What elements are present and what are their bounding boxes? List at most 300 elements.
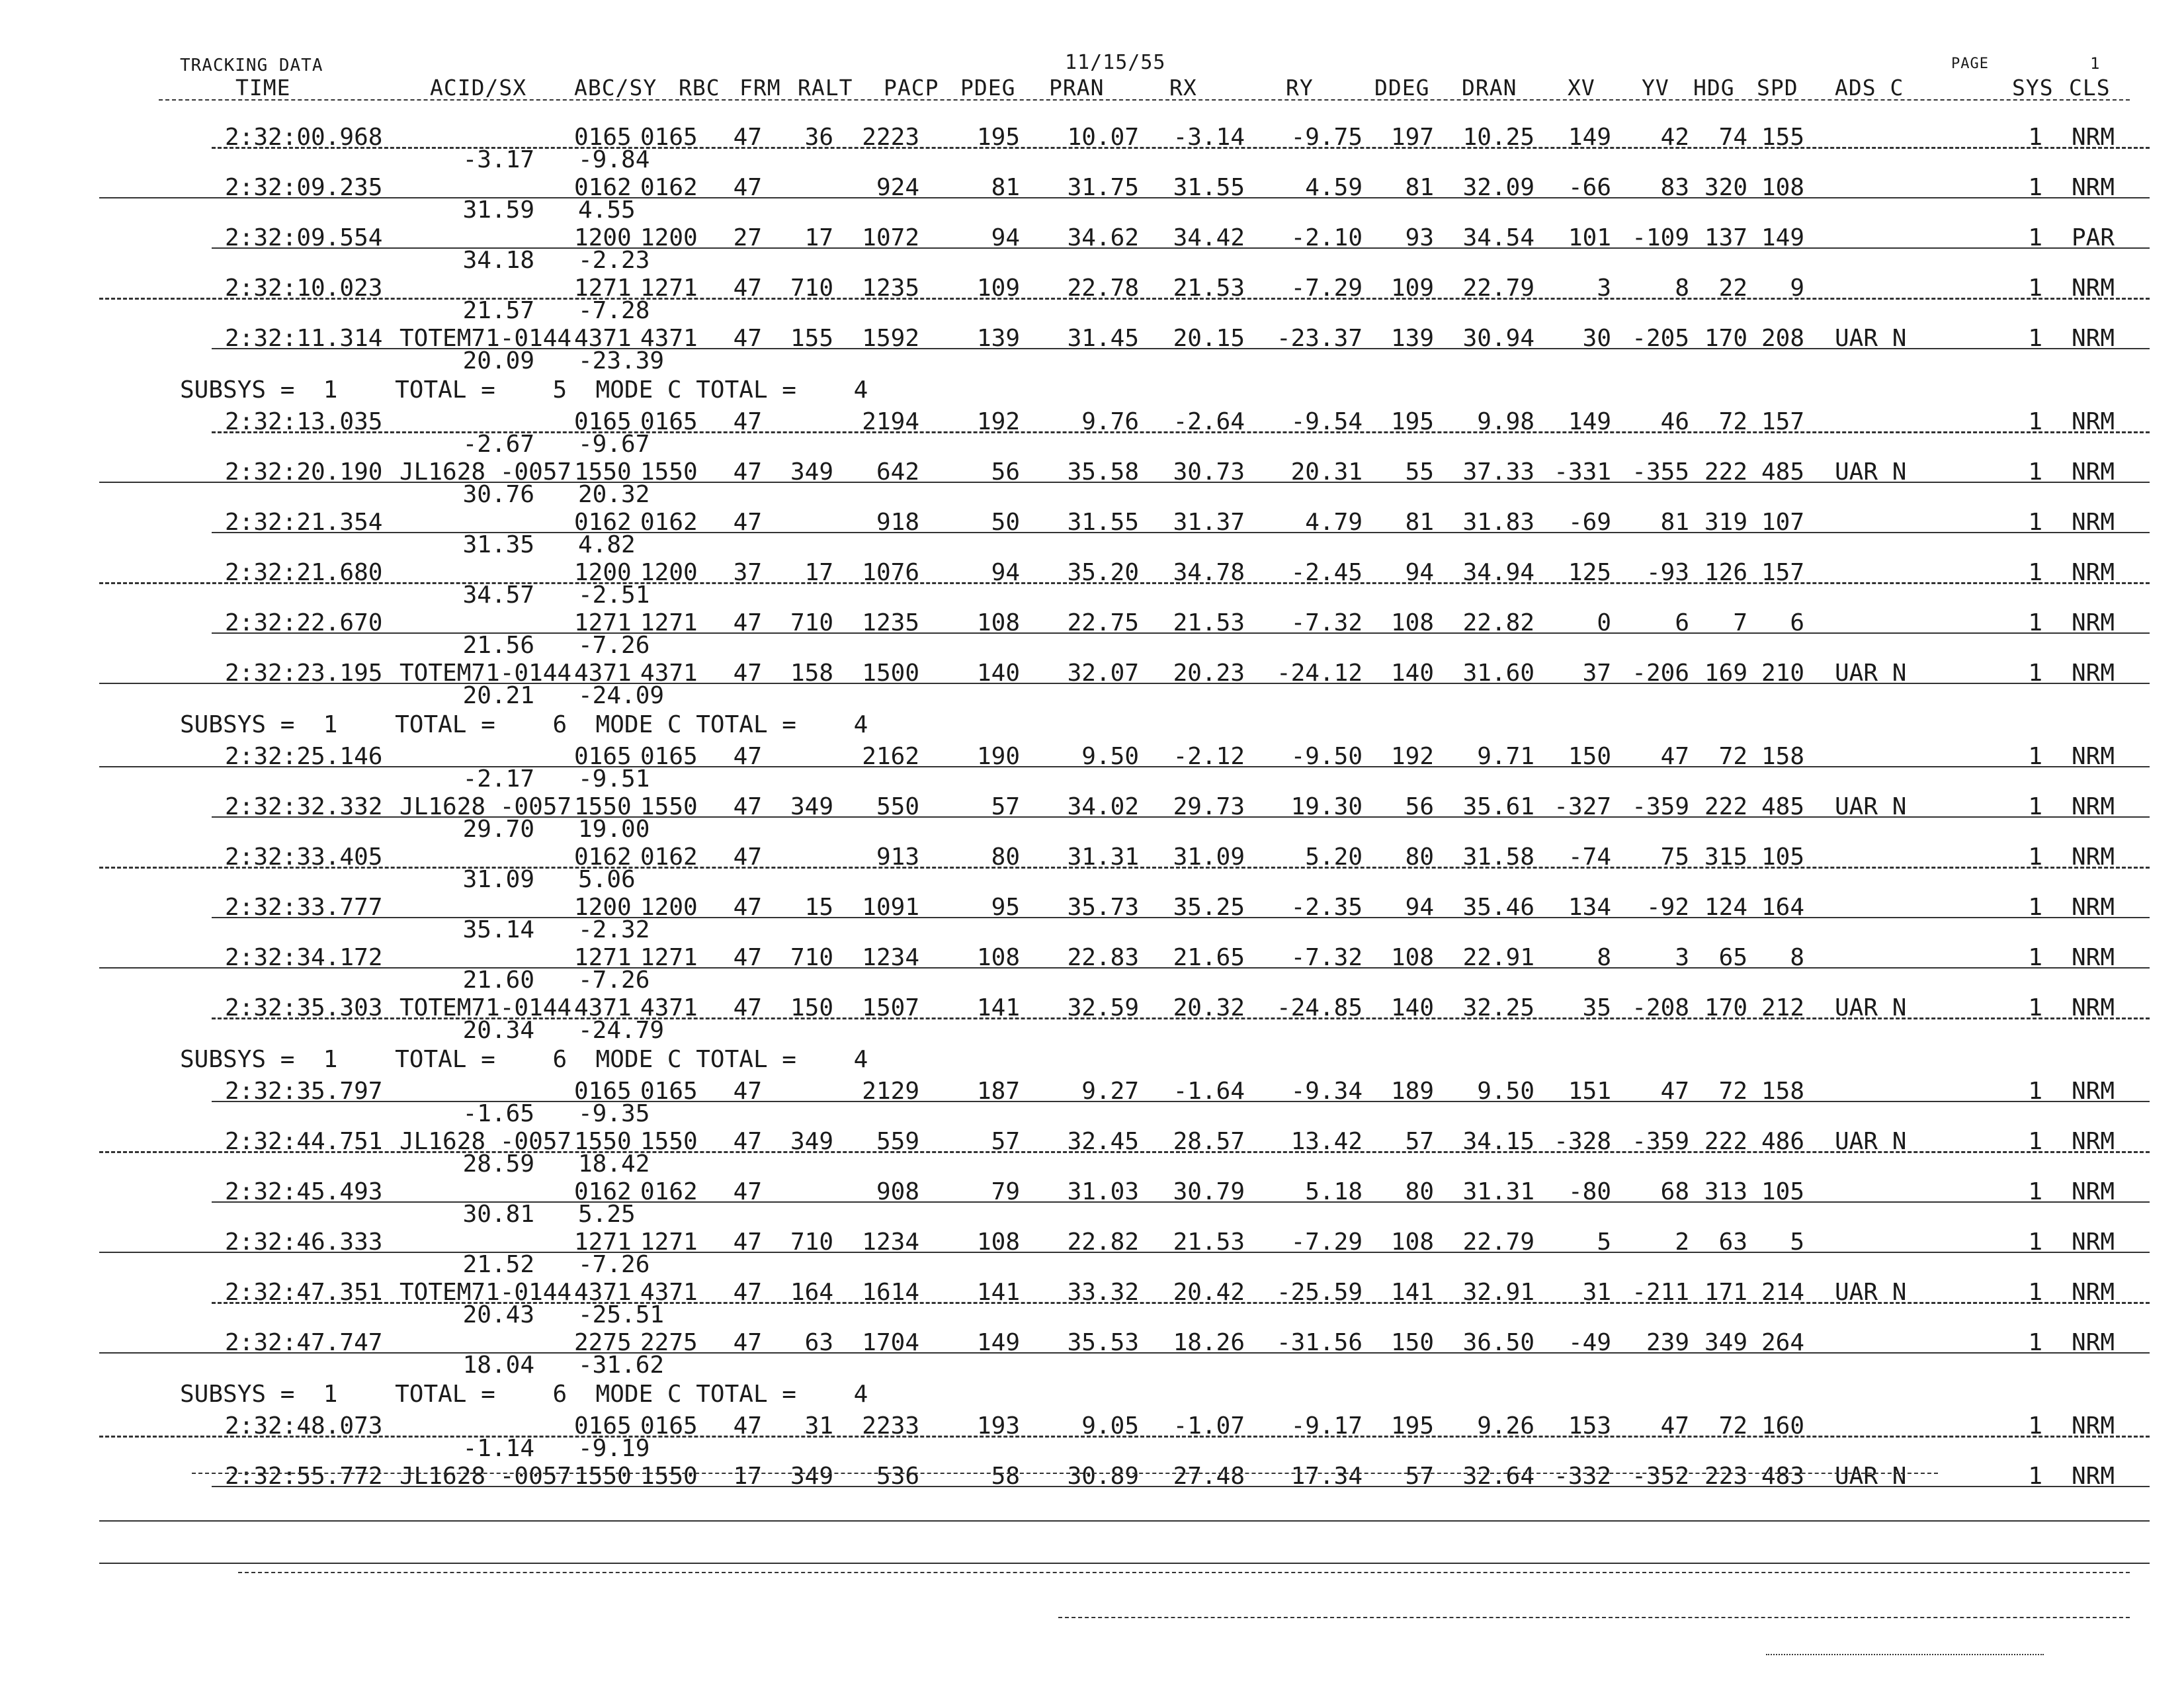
cell-hdg: 170 — [1704, 994, 1747, 1021]
cell-yv: 8 — [1675, 275, 1689, 302]
cell-pdeg: 195 — [976, 124, 1020, 151]
cell-rbc: 4371 — [640, 325, 698, 352]
cell-sys: 1 — [2028, 408, 2042, 435]
cell-yv: 47 — [1660, 1078, 1689, 1105]
cell-spd: 158 — [1761, 1078, 1804, 1105]
cell-abc-sy: 4371 — [574, 1279, 632, 1306]
cell-cls: NRM — [2072, 1279, 2115, 1306]
cell-time: 2:32:11.314 — [225, 325, 383, 352]
cell-spd: 6 — [1790, 609, 1804, 636]
cell-pran: 31.75 — [1067, 174, 1139, 201]
cell-abc-sy: 0162 — [574, 843, 632, 871]
cell-cls: NRM — [2072, 743, 2115, 770]
cell-yv: 3 — [1675, 944, 1689, 971]
cell-ralt: 158 — [790, 660, 833, 687]
cell-pacp: 1235 — [862, 609, 919, 636]
cell-pacp: 1614 — [862, 1279, 919, 1306]
cell-rx: 20.32 — [1173, 994, 1245, 1021]
cell-sy: -9.84 — [578, 146, 650, 173]
cell-xv: 150 — [1568, 743, 1611, 770]
cell-time: 2:32:23.195 — [225, 660, 383, 687]
cell-pran: 35.58 — [1067, 458, 1139, 486]
cell-sx: 20.21 — [462, 682, 534, 709]
report-title: TRACKING DATA — [180, 56, 323, 75]
cell-rbc: 1200 — [640, 559, 698, 586]
cell-pacp: 536 — [876, 1463, 919, 1490]
row-rule — [212, 632, 2150, 634]
cell-sy: -9.35 — [578, 1100, 650, 1127]
column-header-pran: PRAN — [1049, 75, 1105, 101]
subsys-summary: SUBSYS = 1 TOTAL = 6 MODE C TOTAL = 4 — [180, 711, 868, 738]
cell-spd: 157 — [1761, 408, 1804, 435]
subsys-summary: SUBSYS = 1 TOTAL = 6 MODE C TOTAL = 4 — [180, 1046, 868, 1073]
cell-acid-sx: TOTEM71-0144 — [399, 994, 572, 1021]
cell-sys: 1 — [2028, 1078, 2042, 1105]
cell-abc-sy: 4371 — [574, 994, 632, 1021]
cell-pdeg: 108 — [976, 944, 1020, 971]
cell-pacp: 550 — [876, 793, 919, 820]
cell-abc-sy: 0162 — [574, 1178, 632, 1205]
cell-sy: -7.28 — [578, 297, 650, 324]
cell-spd: 483 — [1761, 1463, 1804, 1490]
cell-sx: 34.57 — [462, 582, 534, 609]
row-rule — [99, 1252, 2150, 1253]
cell-rbc: 4371 — [640, 994, 698, 1021]
cell-pran: 31.31 — [1067, 843, 1139, 871]
column-header-rx: RX — [1169, 75, 1197, 101]
cell-yv: -208 — [1632, 994, 1689, 1021]
cell-dran: 22.91 — [1462, 944, 1534, 971]
cell-ry: 4.79 — [1305, 509, 1363, 536]
cell-ads-c: UAR N — [1835, 793, 1907, 820]
cell-ads-c: UAR N — [1835, 660, 1907, 687]
cell-frm: 47 — [733, 408, 762, 435]
row-rule — [212, 247, 2150, 249]
cell-ry: -25.59 — [1276, 1279, 1363, 1306]
cell-ralt: 31 — [804, 1412, 833, 1440]
cell-ralt: 349 — [790, 1128, 833, 1155]
cell-frm: 47 — [733, 458, 762, 486]
cell-sx: -2.17 — [462, 765, 534, 793]
cell-sy: -7.26 — [578, 967, 650, 994]
cell-sy: 4.55 — [578, 196, 636, 224]
cell-rx: 20.23 — [1173, 660, 1245, 687]
cell-pdeg: 95 — [991, 894, 1020, 921]
cell-dran: 31.60 — [1462, 660, 1534, 687]
cell-time: 2:32:25.146 — [225, 743, 383, 770]
cell-rx: 20.15 — [1173, 325, 1245, 352]
cell-hdg: 63 — [1718, 1229, 1747, 1256]
row-rule — [212, 1017, 2150, 1019]
cell-ralt: 349 — [790, 793, 833, 820]
cell-sx: 30.76 — [462, 481, 534, 508]
cell-pran: 9.05 — [1081, 1412, 1139, 1440]
cell-sy: -31.62 — [578, 1352, 665, 1379]
cell-frm: 47 — [733, 994, 762, 1021]
cell-sy: -9.19 — [578, 1435, 650, 1462]
cell-spd: 9 — [1790, 275, 1804, 302]
cell-xv: 30 — [1582, 325, 1611, 352]
cell-rbc: 1271 — [640, 944, 698, 971]
column-header-time: TIME — [235, 75, 291, 101]
cell-yv: 68 — [1660, 1178, 1689, 1205]
cell-spd: 212 — [1761, 994, 1804, 1021]
cell-time: 2:32:35.797 — [225, 1078, 383, 1105]
subsys-summary: SUBSYS = 1 TOTAL = 5 MODE C TOTAL = 4 — [180, 376, 868, 404]
row-rule — [212, 1101, 2150, 1102]
cell-sys: 1 — [2028, 1128, 2042, 1155]
cell-pdeg: 94 — [991, 224, 1020, 251]
cell-pran: 34.62 — [1067, 224, 1139, 251]
row-rule — [212, 431, 2150, 433]
cell-spd: 210 — [1761, 660, 1804, 687]
column-header-ralt: RALT — [798, 75, 853, 101]
cell-pran: 22.75 — [1067, 609, 1139, 636]
cell-ry: 5.20 — [1305, 843, 1363, 871]
cell-sys: 1 — [2028, 559, 2042, 586]
cell-abc-sy: 0165 — [574, 408, 632, 435]
cell-cls: NRM — [2072, 1078, 2115, 1105]
cell-abc-sy: 0162 — [574, 174, 632, 201]
cell-ddeg: 94 — [1405, 894, 1434, 921]
cell-ddeg: 141 — [1390, 1279, 1434, 1306]
cell-ry: -2.10 — [1290, 224, 1363, 251]
cell-dran: 35.61 — [1462, 793, 1534, 820]
cell-time: 2:32:47.747 — [225, 1329, 383, 1356]
cell-pdeg: 141 — [976, 1279, 1020, 1306]
cell-ddeg: 108 — [1390, 944, 1434, 971]
cell-pdeg: 108 — [976, 1229, 1020, 1256]
cell-acid-sx: TOTEM71-0144 — [399, 1279, 572, 1306]
cell-dran: 34.94 — [1462, 559, 1534, 586]
row-rule — [99, 967, 2150, 969]
cell-dran: 32.91 — [1462, 1279, 1534, 1306]
cell-ry: 5.18 — [1305, 1178, 1363, 1205]
cell-ry: 19.30 — [1290, 793, 1363, 820]
cell-yv: -355 — [1632, 458, 1689, 486]
cell-abc-sy: 1200 — [574, 559, 632, 586]
cell-pdeg: 187 — [976, 1078, 1020, 1105]
cell-ralt: 164 — [790, 1279, 833, 1306]
cell-rbc: 0165 — [640, 1078, 698, 1105]
cell-pran: 31.03 — [1067, 1178, 1139, 1205]
cell-sy: -9.67 — [578, 431, 650, 458]
column-header-abc-sy: ABC/SY — [574, 75, 657, 101]
cell-ddeg: 195 — [1390, 408, 1434, 435]
cell-dran: 32.64 — [1462, 1463, 1534, 1490]
cell-yv: 46 — [1660, 408, 1689, 435]
row-rule — [212, 1302, 2150, 1304]
cell-pdeg: 108 — [976, 609, 1020, 636]
cell-rbc: 0165 — [640, 124, 698, 151]
cell-spd: 105 — [1761, 843, 1804, 871]
cell-hdg: 349 — [1704, 1329, 1747, 1356]
cell-frm: 47 — [733, 1128, 762, 1155]
cell-frm: 47 — [733, 1078, 762, 1105]
cell-cls: NRM — [2072, 660, 2115, 687]
cell-spd: 160 — [1761, 1412, 1804, 1440]
cell-ry: -2.35 — [1290, 894, 1363, 921]
cell-rx: -3.14 — [1173, 124, 1245, 151]
cell-xv: -74 — [1568, 843, 1611, 871]
cell-rbc: 1550 — [640, 1463, 698, 1490]
cell-abc-sy: 1271 — [574, 275, 632, 302]
cell-pran: 30.89 — [1067, 1463, 1139, 1490]
cell-sy: -2.32 — [578, 916, 650, 943]
cell-ralt: 710 — [790, 944, 833, 971]
cell-ry: -24.12 — [1276, 660, 1363, 687]
cell-sy: -24.09 — [578, 682, 665, 709]
cell-acid-sx: JL1628 -0057 — [399, 1128, 572, 1155]
cell-sx: -2.67 — [462, 431, 534, 458]
cell-xv: -328 — [1554, 1128, 1611, 1155]
cell-ralt: 710 — [790, 1229, 833, 1256]
cell-pran: 35.53 — [1067, 1329, 1139, 1356]
cell-pacp: 1076 — [862, 559, 919, 586]
blank-line — [238, 1572, 2130, 1573]
cell-pran: 31.55 — [1067, 509, 1139, 536]
cell-hdg: 65 — [1718, 944, 1747, 971]
cell-xv: 35 — [1582, 994, 1611, 1021]
cell-dran: 9.26 — [1477, 1412, 1534, 1440]
cell-pacp: 1507 — [862, 994, 919, 1021]
cell-abc-sy: 0162 — [574, 509, 632, 536]
cell-sx: 34.18 — [462, 247, 534, 274]
cell-abc-sy: 1550 — [574, 458, 632, 486]
cell-sx: 31.35 — [462, 531, 534, 558]
cell-xv: -49 — [1568, 1329, 1611, 1356]
cell-spd: 214 — [1761, 1279, 1804, 1306]
cell-abc-sy: 1200 — [574, 224, 632, 251]
cell-ralt: 710 — [790, 275, 833, 302]
cell-abc-sy: 1200 — [574, 894, 632, 921]
cell-abc-sy: 4371 — [574, 660, 632, 687]
cell-sy: -7.26 — [578, 1251, 650, 1278]
column-header-dran: DRAN — [1462, 75, 1517, 101]
cell-yv: 75 — [1660, 843, 1689, 871]
cell-sx: 35.14 — [462, 916, 534, 943]
cell-sx: 20.34 — [462, 1017, 534, 1044]
cell-ralt: 349 — [790, 458, 833, 486]
cell-sx: -1.14 — [462, 1435, 534, 1462]
cell-frm: 47 — [733, 1412, 762, 1440]
cell-ralt: 150 — [790, 994, 833, 1021]
row-rule — [99, 197, 2150, 198]
cell-ralt: 15 — [804, 894, 833, 921]
cell-yv: 42 — [1660, 124, 1689, 151]
cell-cls: NRM — [2072, 793, 2115, 820]
cell-xv: 5 — [1597, 1229, 1611, 1256]
cell-hdg: 72 — [1718, 743, 1747, 770]
cell-pacp: 2233 — [862, 1412, 919, 1440]
cell-pran: 9.76 — [1081, 408, 1139, 435]
cell-spd: 105 — [1761, 1178, 1804, 1205]
cell-spd: 264 — [1761, 1329, 1804, 1356]
cell-pran: 33.32 — [1067, 1279, 1139, 1306]
cell-spd: 108 — [1761, 174, 1804, 201]
cell-pacp: 1091 — [862, 894, 919, 921]
cell-pdeg: 57 — [991, 1128, 1020, 1155]
row-rule — [99, 766, 2150, 767]
column-header-rbc: RBC — [679, 75, 720, 101]
cell-sys: 1 — [2028, 275, 2042, 302]
cell-ads-c: UAR N — [1835, 325, 1907, 352]
cell-spd: 155 — [1761, 124, 1804, 151]
cell-pdeg: 79 — [991, 1178, 1020, 1205]
cell-hdg: 72 — [1718, 408, 1747, 435]
cell-time: 2:32:34.172 — [225, 944, 383, 971]
cell-rbc: 0162 — [640, 843, 698, 871]
cell-spd: 208 — [1761, 325, 1804, 352]
cell-rx: 34.78 — [1173, 559, 1245, 586]
cell-acid-sx: JL1628 -0057 — [399, 793, 572, 820]
column-header-sys: SYS — [2012, 75, 2054, 101]
cell-pacp: 1500 — [862, 660, 919, 687]
cell-ry: -7.29 — [1290, 1229, 1363, 1256]
cell-rbc: 1271 — [640, 275, 698, 302]
cell-frm: 47 — [733, 1329, 762, 1356]
cell-acid-sx: TOTEM71-0144 — [399, 325, 572, 352]
cell-ddeg: 150 — [1390, 1329, 1434, 1356]
cell-pacp: 1072 — [862, 224, 919, 251]
cell-yv: -109 — [1632, 224, 1689, 251]
cell-spd: 486 — [1761, 1128, 1804, 1155]
cell-ry: -23.37 — [1276, 325, 1363, 352]
cell-frm: 47 — [733, 894, 762, 921]
cell-acid-sx: JL1628 -0057 — [399, 458, 572, 486]
row-rule — [99, 1151, 2150, 1153]
cell-rx: 31.55 — [1173, 174, 1245, 201]
cell-ddeg: 93 — [1405, 224, 1434, 251]
blank-line — [1766, 1654, 2044, 1655]
cell-ry: -9.17 — [1290, 1412, 1363, 1440]
cell-sys: 1 — [2028, 660, 2042, 687]
cell-sys: 1 — [2028, 1229, 2042, 1256]
cell-ry: -31.56 — [1276, 1329, 1363, 1356]
cell-pacp: 913 — [876, 843, 919, 871]
cell-ralt: 349 — [790, 1463, 833, 1490]
cell-rx: -2.12 — [1173, 743, 1245, 770]
cell-rx: 21.53 — [1173, 275, 1245, 302]
cell-cls: NRM — [2072, 994, 2115, 1021]
cell-cls: NRM — [2072, 1128, 2115, 1155]
cell-pdeg: 139 — [976, 325, 1020, 352]
cell-pran: 10.07 — [1067, 124, 1139, 151]
cell-sx: 20.09 — [462, 347, 534, 374]
cell-abc-sy: 0165 — [574, 743, 632, 770]
cell-sx: -3.17 — [462, 146, 534, 173]
cell-xv: -69 — [1568, 509, 1611, 536]
cell-ads-c: UAR N — [1835, 1279, 1907, 1306]
cell-pacp: 2223 — [862, 124, 919, 151]
cell-rbc: 0162 — [640, 174, 698, 201]
row-rule — [212, 816, 2150, 818]
cell-pacp: 1234 — [862, 944, 919, 971]
cell-frm: 47 — [733, 944, 762, 971]
cell-cls: NRM — [2072, 1178, 2115, 1205]
cell-dran: 35.46 — [1462, 894, 1534, 921]
cell-pran: 34.02 — [1067, 793, 1139, 820]
cell-frm: 47 — [733, 124, 762, 151]
cell-abc-sy: 0165 — [574, 124, 632, 151]
cell-cls: NRM — [2072, 843, 2115, 871]
cell-xv: 149 — [1568, 124, 1611, 151]
cell-ry: -9.54 — [1290, 408, 1363, 435]
cell-dran: 9.71 — [1477, 743, 1534, 770]
cell-pran: 32.07 — [1067, 660, 1139, 687]
cell-time: 2:32:09.554 — [225, 224, 383, 251]
cell-time: 2:32:47.351 — [225, 1279, 383, 1306]
cell-time: 2:32:48.073 — [225, 1412, 383, 1440]
cell-spd: 158 — [1761, 743, 1804, 770]
cell-cls: NRM — [2072, 408, 2115, 435]
cell-ads-c: UAR N — [1835, 994, 1907, 1021]
cell-time: 2:32:22.670 — [225, 609, 383, 636]
cell-ralt: 63 — [804, 1329, 833, 1356]
cell-yv: 47 — [1660, 743, 1689, 770]
cell-yv: -206 — [1632, 660, 1689, 687]
row-rule — [99, 867, 2150, 869]
cell-hdg: 319 — [1704, 509, 1747, 536]
cell-cls: NRM — [2072, 609, 2115, 636]
cell-ry: 17.34 — [1290, 1463, 1363, 1490]
cell-rbc: 2275 — [640, 1329, 698, 1356]
cell-ads-c: UAR N — [1835, 1128, 1907, 1155]
cell-ddeg: 55 — [1405, 458, 1434, 486]
cell-hdg: 171 — [1704, 1279, 1747, 1306]
cell-sx: 31.59 — [462, 196, 534, 224]
row-rule — [99, 1436, 2150, 1438]
cell-time: 2:32:35.303 — [225, 994, 383, 1021]
cell-pran: 22.78 — [1067, 275, 1139, 302]
cell-cls: NRM — [2072, 275, 2115, 302]
cell-ddeg: 57 — [1405, 1128, 1434, 1155]
header-underline — [159, 99, 2130, 101]
cell-pdeg: 141 — [976, 994, 1020, 1021]
cell-cls: PAR — [2072, 224, 2115, 251]
cell-frm: 37 — [733, 559, 762, 586]
cell-pacp: 1592 — [862, 325, 919, 352]
cell-ry: -7.29 — [1290, 275, 1363, 302]
cell-hdg: 124 — [1704, 894, 1747, 921]
cell-ralt: 155 — [790, 325, 833, 352]
cell-sy: -2.51 — [578, 582, 650, 609]
cell-frm: 47 — [733, 843, 762, 871]
cell-time: 2:32:10.023 — [225, 275, 383, 302]
cell-cls: NRM — [2072, 174, 2115, 201]
cell-pacp: 1234 — [862, 1229, 919, 1256]
cell-sy: -7.26 — [578, 632, 650, 659]
cell-pdeg: 57 — [991, 793, 1020, 820]
cell-ry: -9.50 — [1290, 743, 1363, 770]
cell-ddeg: 80 — [1405, 843, 1434, 871]
column-header-xv: XV — [1568, 75, 1595, 101]
cell-hdg: 222 — [1704, 793, 1747, 820]
cell-cls: NRM — [2072, 458, 2115, 486]
cell-rx: -1.07 — [1173, 1412, 1245, 1440]
cell-pdeg: 50 — [991, 509, 1020, 536]
column-header-pdeg: PDEG — [960, 75, 1016, 101]
cell-sy: 5.06 — [578, 866, 636, 893]
cell-yv: 2 — [1675, 1229, 1689, 1256]
cell-xv: -66 — [1568, 174, 1611, 201]
cell-spd: 107 — [1761, 509, 1804, 536]
cell-rbc: 1550 — [640, 1128, 698, 1155]
row-rule — [99, 482, 2150, 483]
cell-time: 2:32:46.333 — [225, 1229, 383, 1256]
cell-sys: 1 — [2028, 609, 2042, 636]
cell-pacp: 642 — [876, 458, 919, 486]
